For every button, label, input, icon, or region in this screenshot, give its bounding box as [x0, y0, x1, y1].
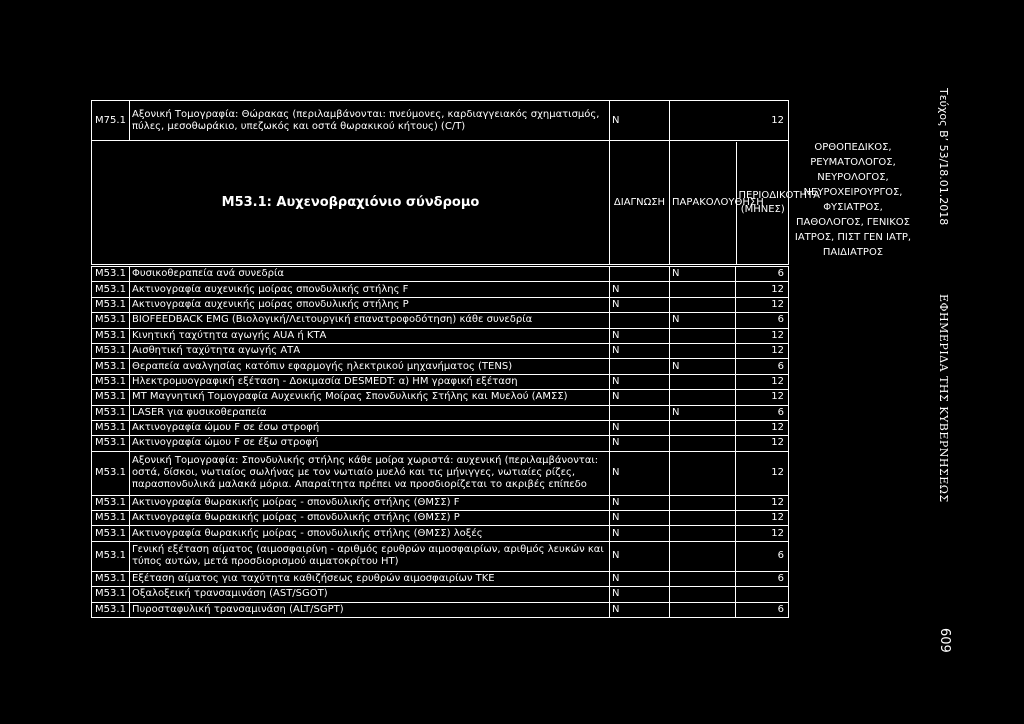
- row-period: 6: [736, 602, 789, 617]
- row-code: Μ53.1: [92, 405, 130, 420]
- row-description: Οξαλοξεική τρανσαμινάση (AST/SGOT): [130, 587, 610, 602]
- row-description: Ακτινογραφία θωρακικής μοίρας - σπονδυλικής στήλης (ΘΜΣΣ) P: [130, 511, 610, 526]
- table-row: [92, 495, 789, 510]
- row-period: 6: [736, 267, 789, 282]
- row-followup: [670, 420, 736, 435]
- row-description: Ακτινογραφία θωρακικής μοίρας - σπονδυλικής στήλης (ΘΜΣΣ) λοξές: [130, 526, 610, 541]
- row-followup: [670, 571, 736, 586]
- top-row-table: [91, 100, 820, 265]
- row-period: 12: [736, 511, 789, 526]
- table-row: [92, 282, 789, 297]
- header-subtable: [670, 142, 820, 264]
- row-diagnosis: Ν: [610, 436, 670, 451]
- table-row: [92, 313, 789, 328]
- row-code: Μ53.1: [92, 602, 130, 617]
- header-followup: ΠΑΡΑΚΟΛΟΥΘΗΣΗ: [670, 142, 736, 264]
- row-code: Μ53.1: [92, 374, 130, 389]
- row-followup: [670, 390, 736, 405]
- row-followup: [670, 374, 736, 389]
- row-description: Θεραπεία αναλγησίας κατόπιν εφαρμογής ηλεκτρικού μηχανήματος (TENS): [130, 359, 610, 374]
- row-diagnosis: Ν: [610, 511, 670, 526]
- table-row: [92, 328, 789, 343]
- gazette-label: ΕΦΗΜΕΡΙΔΑ ΤΗΣ ΚΥΒΕΡΝΗΣΕΩΣ: [937, 294, 950, 503]
- row-description: Ακτινογραφία θωρακικής μοίρας - σπονδυλικής στήλης (ΘΜΣΣ) F: [130, 495, 610, 510]
- table-row: [92, 602, 789, 617]
- row-diagnosis: Ν: [610, 602, 670, 617]
- header-row: [92, 141, 789, 265]
- row-period: 12: [736, 390, 789, 405]
- row-followup: [670, 451, 736, 495]
- table-row: [92, 451, 789, 495]
- row-diagnosis: Ν: [610, 297, 670, 312]
- row-diagnosis: Ν: [610, 587, 670, 602]
- row-code: Μ53.1: [92, 495, 130, 510]
- row-diagnosis: Ν: [610, 571, 670, 586]
- table-row: [92, 267, 789, 282]
- row-code: Μ53.1: [92, 267, 130, 282]
- table-row: [92, 390, 789, 405]
- row-diagnosis: [610, 359, 670, 374]
- row-period: 6: [736, 541, 789, 571]
- table-row: [92, 526, 789, 541]
- table-row: [92, 436, 789, 451]
- row-period: 12: [736, 420, 789, 435]
- table-row: [92, 420, 789, 435]
- row-followup: [670, 587, 736, 602]
- row-code: Μ53.1: [92, 282, 130, 297]
- row-period: 6: [736, 571, 789, 586]
- table-row: [92, 297, 789, 312]
- row-diagnosis: [610, 313, 670, 328]
- table-row: [92, 541, 789, 571]
- row-period: 12: [736, 436, 789, 451]
- row-code: Μ53.1: [92, 420, 130, 435]
- table-row: [92, 359, 789, 374]
- row-diagnosis: [610, 405, 670, 420]
- row-followup: [670, 541, 736, 571]
- row-code: Μ53.1: [92, 451, 130, 495]
- row-followup: [670, 328, 736, 343]
- row-diagnosis: [610, 267, 670, 282]
- row-followup: [670, 602, 736, 617]
- row-description: LASER για φυσικοθεραπεία: [130, 405, 610, 420]
- row-diagnosis: Ν: [610, 328, 670, 343]
- row-description: Γενική εξέταση αίματος (αιμοσφαιρίνη - αριθμός ερυθρών αιμοσφαιρίων, αριθμός λευκών και τύπος αυτών, μετά προσδιορισμού αιματοκρίτου ΗΤ): [130, 541, 610, 571]
- row-diagnosis: Ν: [610, 420, 670, 435]
- issue-label: Τεύχος Β’ 53/18.01.2018: [937, 88, 950, 226]
- procedures-table: [91, 266, 789, 618]
- row-code: Μ53.1: [92, 297, 130, 312]
- row-description: Κινητική ταχύτητα αγωγής AUA ή ΚΤΑ: [130, 328, 610, 343]
- row-diagnosis: Ν: [610, 451, 670, 495]
- table-row: [92, 511, 789, 526]
- table-row: [92, 101, 789, 141]
- row-code: Μ53.1: [92, 328, 130, 343]
- row-description: Αξονική Τομογραφία: Σπονδυλικής στήλης κάθε μοίρα χωριστά: αυχενική (περιλαμβάνονται: οστά, δίσκοι, νωτιαίος σωλήνας με τον νωτιαίο μυελό και τις μήνιγγες, νωτιαίες ρίζες, παρασπονδυλικά μαλακά μόρια. Απαραίτητα πρέπει να προσδιορίζεται το ακριβές επίπεδο: [130, 451, 610, 495]
- row-diagnosis: Ν: [610, 541, 670, 571]
- row-followup: [670, 511, 736, 526]
- row-followup: Ν: [670, 359, 736, 374]
- row-period: 12: [736, 495, 789, 510]
- header-period: ΠΕΡΙΟΔΙΚΟΤΗΤΑ (ΜΗΝΕΣ): [736, 142, 789, 264]
- header-diagnosis: ΔΙΑΓΝΩΣΗ: [610, 141, 670, 265]
- row-period: 12: [736, 297, 789, 312]
- row-followup: Ν: [670, 267, 736, 282]
- row-followup: [670, 526, 736, 541]
- row-code: Μ53.1: [92, 587, 130, 602]
- row-description: Ηλεκτρομυογραφική εξέταση - Δοκιμασία DESMEDT: α) ΗΜ γραφική εξέταση: [130, 374, 610, 389]
- row-diagnosis: Ν: [610, 343, 670, 358]
- row-diagnosis: Ν: [610, 374, 670, 389]
- table-row: [92, 405, 789, 420]
- row-description: Ακτινογραφία αυχενικής μοίρας σπονδυλικής στήλης F: [130, 282, 610, 297]
- row-description: Αισθητική ταχύτητα αγωγής ΑΤΑ: [130, 343, 610, 358]
- row-period: 12: [736, 374, 789, 389]
- row-period: 12: [736, 451, 789, 495]
- row-period: 6: [736, 313, 789, 328]
- row-code: Μ53.1: [92, 313, 130, 328]
- row-period: 12: [736, 282, 789, 297]
- row-code: Μ75.1: [92, 101, 130, 141]
- row-description: Εξέταση αίματος για ταχύτητα καθιζήσεως ερυθρών αιμοσφαιρίων ΤΚΕ: [130, 571, 610, 586]
- row-code: Μ53.1: [92, 571, 130, 586]
- row-diagnosis: Ν: [610, 390, 670, 405]
- table-row: [92, 571, 789, 586]
- row-period: 12: [736, 328, 789, 343]
- row-diagnosis: Ν: [610, 495, 670, 510]
- row-diagnosis: Ν: [610, 526, 670, 541]
- header-specialties: ΟΡΘΟΠΕΔΙΚΟΣ, ΡΕΥΜΑΤΟΛΟΓΟΣ, ΝΕΥΡΟΛΟΓΟΣ, ΝΕΥΡΟΧΕΙΡΟΥΡΓΟΣ, ΦΥΣΙΑΤΡΟΣ, ΠΑΘΟΛΟΓΟΣ, ΓΕΝΙΚΟΣ ΙΑΤΡΟΣ, ΠΙΣΤ ΓΕΝ ΙΑΤΡ, ΠΑΙΔΙΑΤΡΟΣ: [794, 142, 912, 258]
- row-period: 6: [736, 405, 789, 420]
- row-followup: Ν: [670, 405, 736, 420]
- row-type: Ν: [610, 101, 670, 141]
- row-description: Φυσικοθεραπεία ανά συνεδρία: [130, 267, 610, 282]
- row-followup: [670, 297, 736, 312]
- row-description: Πυροσταφυλική τρανσαμινάση (ALT/SGPT): [130, 602, 610, 617]
- section-title: Μ53.1: Αυχενοβραχιόνιο σύνδρομο: [92, 141, 610, 265]
- row-period: 12: [736, 526, 789, 541]
- row-diagnosis: Ν: [610, 282, 670, 297]
- row-period: 6: [736, 359, 789, 374]
- row-followup: [670, 343, 736, 358]
- row-code: Μ53.1: [92, 436, 130, 451]
- row-code: Μ53.1: [92, 359, 130, 374]
- row-period: 12: [736, 343, 789, 358]
- table-row: [92, 343, 789, 358]
- row-description: ΜΤ Μαγνητική Τομογραφία Αυχενικής Μοίρας Σπονδυλικής Στήλης και Μυελού (ΑΜΣΣ): [130, 390, 610, 405]
- row-description: Αξονική Τομογραφία: Θώρακας (περιλαμβάνονται: πνεύμονες, καρδιαγγειακός σχηματισμός, πύλες, μεσοθωράκιο, υπεζωκός και οστά θωρακικού κήτους) (C/T): [130, 101, 610, 141]
- row-followup: Ν: [670, 313, 736, 328]
- table-row: [92, 587, 789, 602]
- row-code: Μ53.1: [92, 511, 130, 526]
- row-code: Μ53.1: [92, 541, 130, 571]
- row-code: Μ53.1: [92, 526, 130, 541]
- row-followup: [670, 436, 736, 451]
- row-description: BIOFEEDBACK EMG (Βιολογική/Λειτουργική επανατροφοδότηση) κάθε συνεδρία: [130, 313, 610, 328]
- table-row: [92, 374, 789, 389]
- row-followup: [670, 282, 736, 297]
- row-period: [736, 587, 789, 602]
- row-description: Ακτινογραφία ώμου F σε έξω στροφή: [130, 436, 610, 451]
- page-number: 609: [937, 628, 952, 653]
- row-description: Ακτινογραφία αυχενικής μοίρας σπονδυλικής στήλης P: [130, 297, 610, 312]
- row-code: Μ53.1: [92, 390, 130, 405]
- row-description: Ακτινογραφία ώμου F σε έσω στροφή: [130, 420, 610, 435]
- row-followup: [670, 495, 736, 510]
- row-code: Μ53.1: [92, 343, 130, 358]
- row-period: 12: [670, 101, 789, 141]
